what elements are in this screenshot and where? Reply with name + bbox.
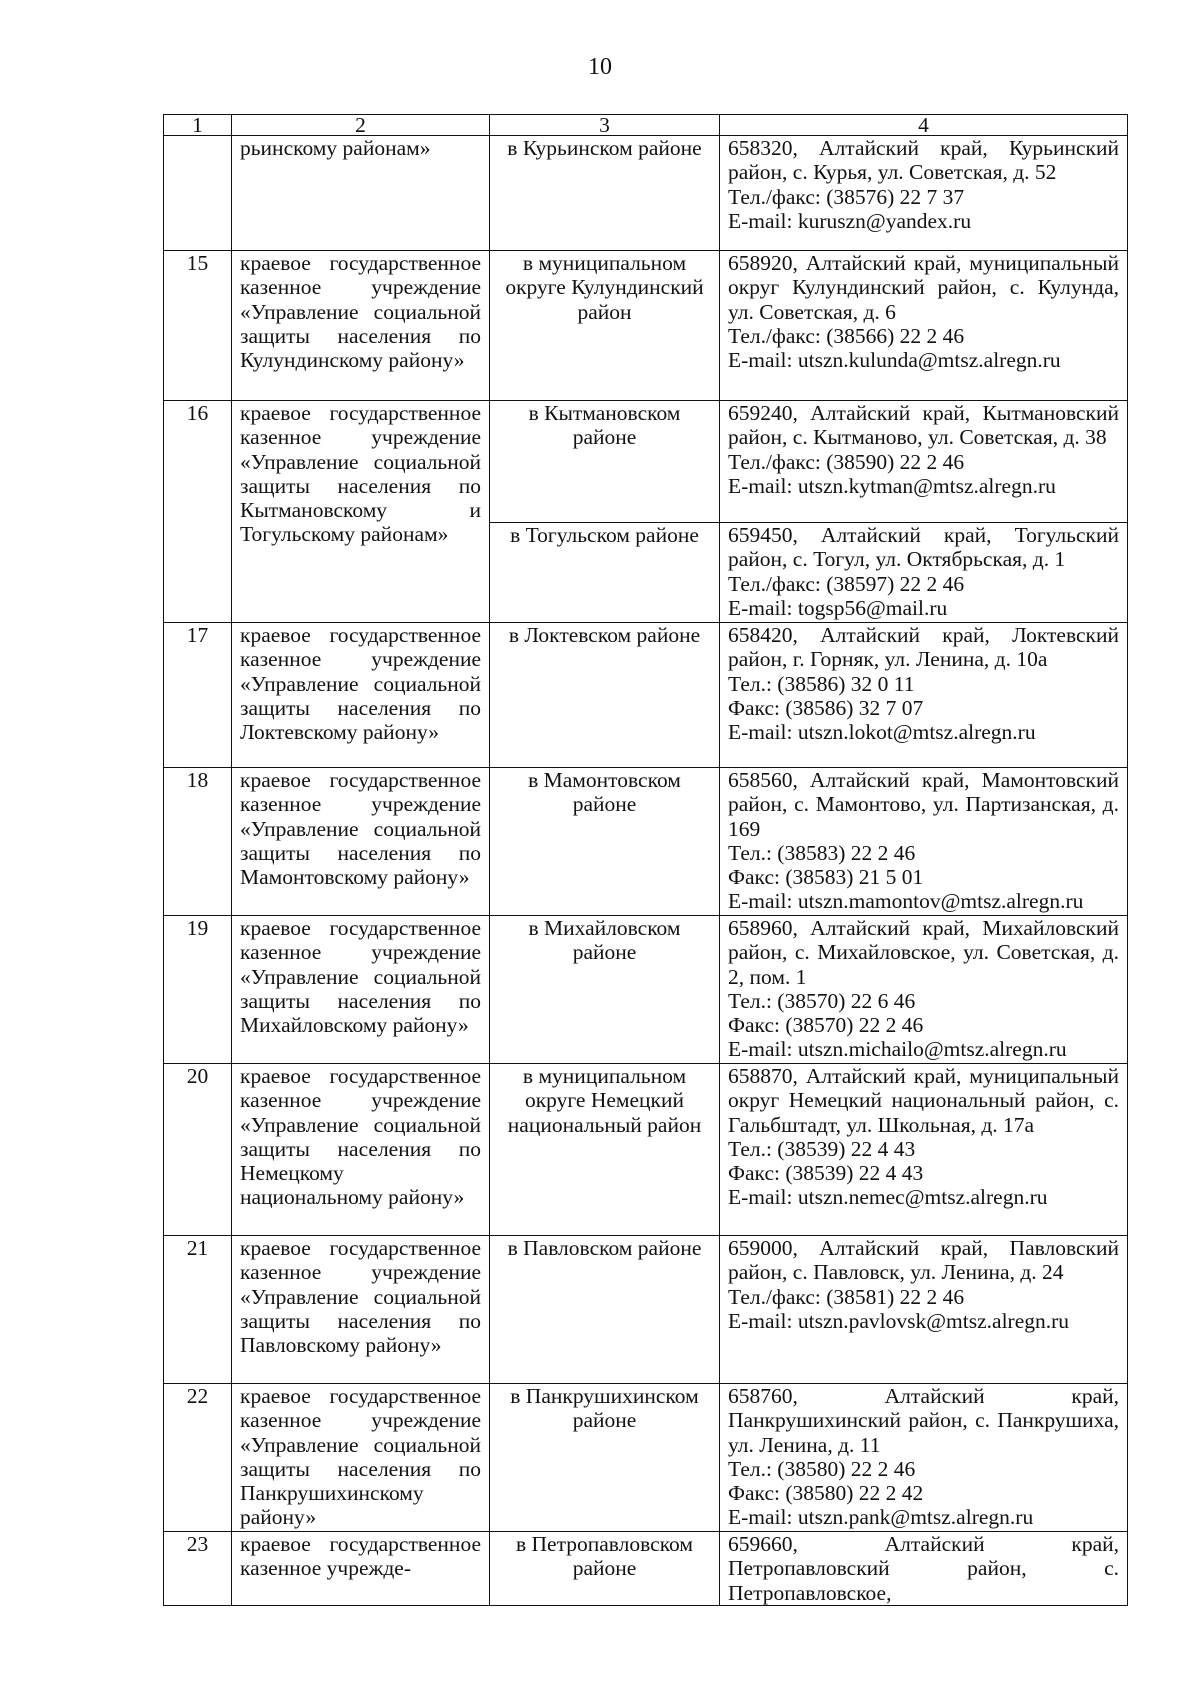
- phone: Тел./факс: (38597) 22 2 46: [728, 571, 965, 596]
- row-number: [164, 136, 232, 251]
- fax: Факс: (38570) 22 2 46: [728, 1013, 924, 1038]
- contact-info: [720, 1384, 1128, 1532]
- district-name: в Панкрушихинском районе: [490, 1384, 720, 1532]
- contact-info: [720, 1064, 1128, 1236]
- row-number: 17: [164, 623, 232, 768]
- district-name: в муниципальном округе Кулундинский район: [490, 251, 720, 401]
- fax: Факс: (38580) 22 2 42: [728, 1481, 924, 1506]
- page-number: 10: [588, 54, 612, 80]
- district-name: в Михайловском районе: [490, 916, 720, 1064]
- phone: Тел./факс: (38581) 22 2 46: [728, 1284, 965, 1309]
- column-header: 4: [720, 115, 1128, 136]
- row-number: 16: [164, 401, 232, 623]
- address: 659660, Алтайский край, Петропавловский район, с. Петропавловское,: [728, 1532, 1119, 1605]
- email: E-mail: utszn.lokot@mtsz.alregn.ru: [728, 720, 1036, 745]
- district-name: в Курьинском районе: [490, 136, 720, 251]
- email: E-mail: utszn.mamontov@mtsz.alregn.ru: [728, 889, 1084, 914]
- address: 659240, Алтайский край, Кытмановский район, с. Кытманово, ул. Советская, д. 38: [728, 401, 1119, 450]
- phone: Тел./факс: (38590) 22 2 46: [728, 449, 965, 474]
- district-name: в Мамонтовском районе: [490, 768, 720, 916]
- table-row: [164, 401, 1128, 523]
- phone: Тел.: (38583) 22 2 46: [728, 840, 916, 865]
- email: E-mail: utszn.nemec@mtsz.alregn.ru: [728, 1185, 1048, 1210]
- fax: Факс: (38583) 21 5 01: [728, 865, 924, 890]
- contact-info: [720, 523, 1128, 623]
- phone: Тел.: (38570) 22 6 46: [728, 988, 916, 1013]
- address: 658960, Алтайский край, Михайловский район, с. Михайловское, ул. Советская, д. 2, пом. 1: [728, 916, 1119, 989]
- table-row: [164, 1384, 1128, 1532]
- district-name: в Павловском районе: [490, 1236, 720, 1384]
- institution-name: краевое государственное казенное учреждение «Управление социальной защиты населения по Мамонтовскому району»: [232, 768, 490, 916]
- contact-info: [720, 251, 1128, 401]
- district-name: в Тогульском районе: [490, 523, 720, 623]
- fax: Факс: (38539) 22 4 43: [728, 1161, 924, 1186]
- table-row: [164, 136, 1128, 251]
- email: E-mail: kuruszn@yandex.ru: [728, 208, 972, 233]
- district-name: в муниципальном округе Немецкий национальный район: [490, 1064, 720, 1236]
- email: E-mail: utszn.kytman@mtsz.alregn.ru: [728, 473, 1056, 498]
- institution-name: краевое государственное казенное учреждение «Управление социальной защиты населения по Михайловскому району»: [232, 916, 490, 1064]
- district-name: в Кытмановском районе: [490, 401, 720, 523]
- institutions-table: [163, 114, 1128, 1606]
- table-row: [164, 1532, 1128, 1606]
- row-number: 18: [164, 768, 232, 916]
- phone: Тел./факс: (38576) 22 7 37: [728, 184, 965, 209]
- row-number: 15: [164, 251, 232, 401]
- address: 659000, Алтайский край, Павловский район, с. Павловск, ул. Ленина, д. 24: [728, 1236, 1119, 1285]
- column-header: 3: [490, 115, 720, 136]
- table-row: [164, 251, 1128, 401]
- email: E-mail: utszn.kulunda@mtsz.alregn.ru: [728, 348, 1061, 373]
- table-row: [164, 768, 1128, 916]
- contact-info: [720, 1532, 1128, 1606]
- district-name: в Петропавловском районе: [490, 1532, 720, 1606]
- fax: Факс: (38586) 32 7 07: [728, 695, 924, 720]
- phone: Тел.: (38539) 22 4 43: [728, 1136, 916, 1161]
- email: E-mail: togsp56@mail.ru: [728, 595, 948, 620]
- table-header-row: [164, 115, 1128, 136]
- table-row: [164, 1064, 1128, 1236]
- phone: Тел.: (38580) 22 2 46: [728, 1456, 916, 1481]
- institution-name: краевое государственное казенное учреждение «Управление социальной защиты населения по Панкрушихинскому району»: [232, 1384, 490, 1532]
- institution-name: краевое государственное казенное учреждение «Управление социальной защиты населения по Павловскому району»: [232, 1236, 490, 1384]
- district-name: в Локтевском районе: [490, 623, 720, 768]
- phone: Тел./факс: (38566) 22 2 46: [728, 323, 965, 348]
- contact-info: [720, 401, 1128, 523]
- address: 658920, Алтайский край, муниципальный округ Кулундинский район, с. Кулунда, ул. Советская, д. 6: [728, 251, 1119, 324]
- table-row: [164, 916, 1128, 1064]
- row-number: 22: [164, 1384, 232, 1532]
- table-row: [164, 623, 1128, 768]
- address: 658560, Алтайский край, Мамонтовский район, с. Мамонтово, ул. Партизанская, д. 169: [728, 768, 1119, 841]
- contact-info: [720, 916, 1128, 1064]
- institution-name: рьинскому районам»: [232, 136, 490, 251]
- email: E-mail: utszn.pank@mtsz.alregn.ru: [728, 1505, 1034, 1530]
- institution-name: краевое государственное казенное учреждение «Управление социальной защиты населения по Немецкому национальному району»: [232, 1064, 490, 1236]
- contact-info: [720, 623, 1128, 768]
- column-header: 1: [164, 115, 232, 136]
- email: E-mail: utszn.pavlovsk@mtsz.alregn.ru: [728, 1308, 1070, 1333]
- institution-name: краевое государственное казенное учреждение «Управление социальной защиты населения по Локтевскому району»: [232, 623, 490, 768]
- row-number: 19: [164, 916, 232, 1064]
- email: E-mail: utszn.michailo@mtsz.alregn.ru: [728, 1037, 1067, 1062]
- column-header: 2: [232, 115, 490, 136]
- contact-info: [720, 136, 1128, 251]
- institution-name: краевое государственное казенное учреждение «Управление социальной защиты населения по Кулундинскому району»: [232, 251, 490, 401]
- row-number: 23: [164, 1532, 232, 1606]
- institution-name: краевое государственное казенное учреждение «Управление социальной защиты населения по Кытмановскому и Тогульскому районам»: [232, 401, 490, 623]
- address: 658760, Алтайский край, Панкрушихинский район, с. Панкрушиха, ул. Ленина, д. 11: [728, 1384, 1119, 1457]
- address: 658420, Алтайский край, Локтевский район, г. Горняк, ул. Ленина, д. 10а: [728, 623, 1119, 672]
- phone: Тел.: (38586) 32 0 11: [728, 671, 915, 696]
- contact-info: [720, 768, 1128, 916]
- address: 658320, Алтайский край, Курьинский район, с. Курья, ул. Советская, д. 52: [728, 136, 1119, 185]
- row-number: 21: [164, 1236, 232, 1384]
- contact-info: [720, 1236, 1128, 1384]
- institution-name: краевое государственное казенное учрежде-: [232, 1532, 490, 1606]
- row-number: 20: [164, 1064, 232, 1236]
- address: 658870, Алтайский край, муниципальный округ Немецкий национальный район, с. Гальбштадт, ул. Школьная, д. 17а: [728, 1064, 1119, 1137]
- table-row: [164, 1236, 1128, 1384]
- address: 659450, Алтайский край, Тогульский район, с. Тогул, ул. Октябрьская, д. 1: [728, 523, 1119, 572]
